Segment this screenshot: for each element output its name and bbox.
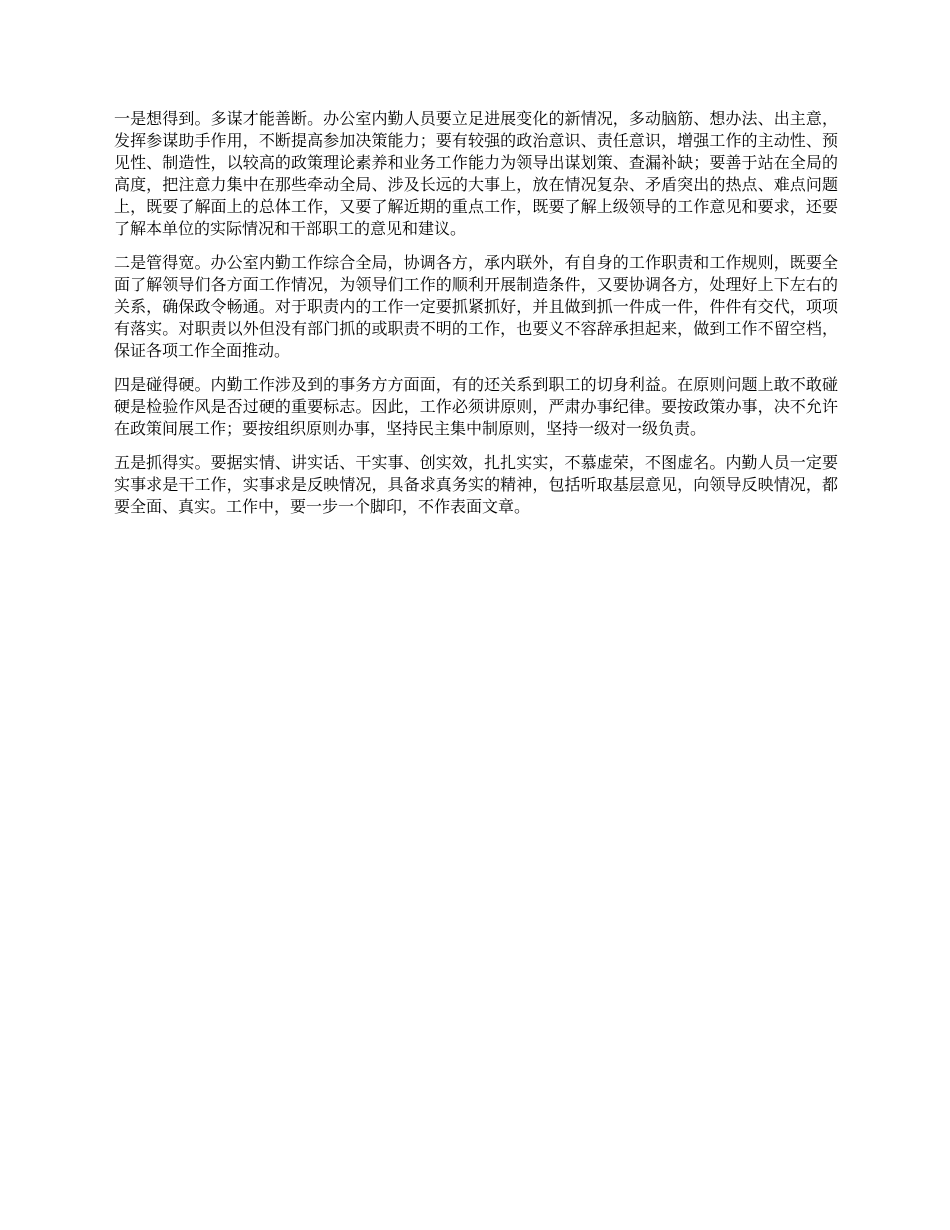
paragraph-peng-de-ying: 四是碰得硬。内勤工作涉及到的事务方方面面，有的还关系到职工的切身利益。在原则问题上敢不敢碰硬是检验作风是否过硬的重要标志。因此，工作必须讲原则，严肃办事纪律。要按政策办事，决不允许在政策间展工作；要按组织原则办事，坚持民主集中制原则，坚持一级对一级负责。 xyxy=(114,375,838,438)
paragraph-xiang-de-dao: 一是想得到。多谋才能善断。办公室内勤人员要立足进展变化的新情况，多动脑筋、想办法、出主意，发挥参谋助手作用，不断提高参加决策能力；要有较强的政治意识、责任意识，增强工作的主动性、预见性、制造性，以较高的政策理论素养和业务工作能力为领导出谋划策、查漏补缺；要善于站在全局的高度，把注意力集中在那些牵动全局、涉及长远的大事上，放在情况复杂、矛盾突出的热点、难点问题上，既要了解面上的总体工作，又要了解近期的重点工作，既要了解上级领导的工作意见和要求，还要了解本单位的实际情况和干部职工的意见和建议。 xyxy=(114,109,838,238)
document-body xyxy=(114,108,838,530)
paragraph-guan-de-kuan: 二是管得宽。办公室内勤工作综合全局，协调各方，承内联外，有自身的工作职责和工作规则，既要全面了解领导们各方面工作情况，为领导们工作的顺利开展制造条件，又要协调各方，处理好上下左右的关系，确保政令畅通。对于职责内的工作一定要抓紧抓好，并且做到抓一件成一件，件件有交代，项项有落实。对职责以外但没有部门抓的或职责不明的工作，也要义不容辞承担起来，做到工作不留空档，保证各项工作全面推动。 xyxy=(114,253,838,360)
paragraph-zhua-de-shi: 五是抓得实。要据实情、讲实话、干实事、创实效，扎扎实实，不慕虚荣，不图虚名。内勤人员一定要实事求是干工作，实事求是反映情况，具备求真务实的精神，包括听取基层意见，向领导反映情况，都要全面、真实。工作中，要一步一个脚印，不作表面文章。 xyxy=(114,453,838,516)
